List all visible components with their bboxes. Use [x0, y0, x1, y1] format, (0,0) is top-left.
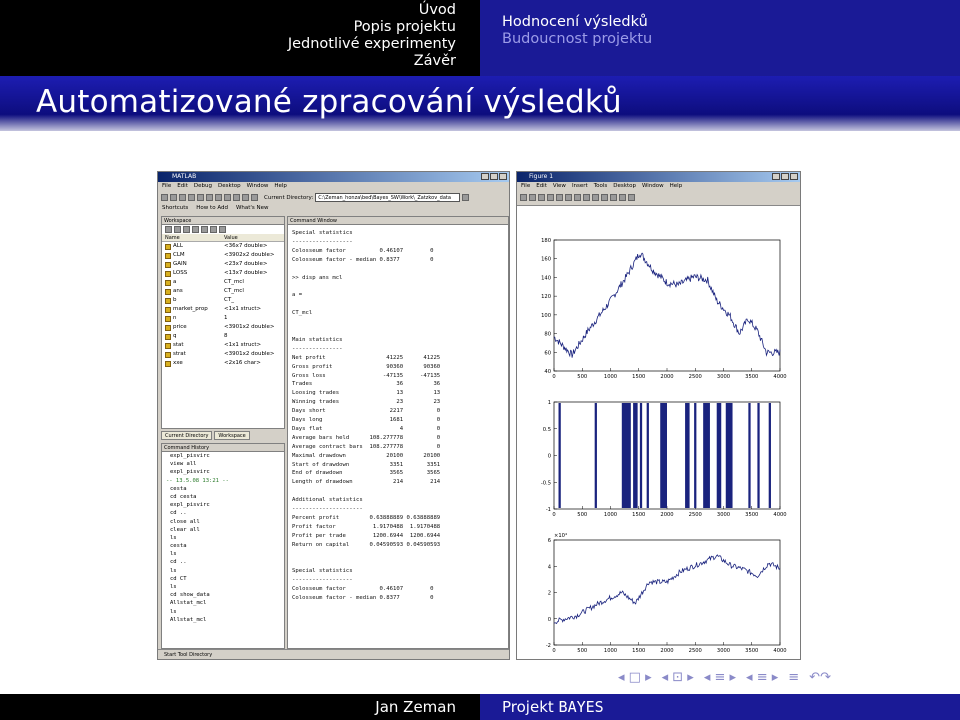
workspace-var-name	[162, 251, 224, 260]
workspace-var-value: <3901x2 double>	[224, 324, 275, 330]
cut-icon[interactable]	[179, 194, 186, 201]
nav-frame-prev-icon[interactable]: ◂ □ ▸	[618, 670, 652, 685]
beamer-navigation	[618, 670, 831, 685]
shortcuts-bar	[158, 204, 509, 213]
nav-section-popis-projektu[interactable]: Popis projektu	[353, 19, 456, 35]
help-icon[interactable]	[251, 194, 258, 201]
workspace-row[interactable]	[162, 359, 284, 368]
y-tick-label: -0.5	[540, 480, 551, 487]
workspace-var-name	[162, 260, 224, 269]
position-bar	[622, 403, 631, 508]
x-tick-label: 3500	[745, 512, 759, 518]
x-tick-label: 2500	[688, 512, 702, 518]
footer-project-name: BAYES	[558, 698, 604, 716]
workspace-var-value: <3901x2 double>	[224, 351, 275, 357]
variable-icon	[165, 307, 171, 313]
command-history-item[interactable]: cesta	[170, 543, 187, 550]
x-tick-label: 4000	[773, 512, 787, 518]
nav-section-uvod[interactable]: Úvod	[418, 2, 456, 18]
workspace-row[interactable]	[162, 260, 284, 269]
nav-section-icon[interactable]: ◂ ≡ ▸	[703, 670, 737, 685]
tab-workspace[interactable]: Workspace	[214, 431, 249, 440]
workspace-var-name	[162, 332, 224, 341]
workspace-var-name	[162, 314, 224, 323]
simulink-icon[interactable]	[224, 194, 231, 201]
workspace-row[interactable]	[162, 341, 284, 350]
col-name[interactable]: Name	[165, 235, 180, 241]
matlab-statusbar[interactable]: Start Tool Directory	[158, 649, 510, 659]
workspace-row[interactable]	[162, 269, 284, 278]
workspace-row[interactable]	[162, 287, 284, 296]
col-value[interactable]: Value	[224, 235, 238, 241]
close-icon[interactable]	[790, 173, 798, 180]
plot-icon[interactable]	[219, 226, 226, 233]
command-history-item[interactable]: cesta	[170, 485, 187, 492]
command-history-item[interactable]: expl_pisvirc	[170, 469, 210, 476]
how-to-add-link[interactable]: How to Add	[196, 205, 228, 211]
workspace-var-value: 8	[224, 333, 228, 339]
y-tick-label: 160	[541, 256, 551, 263]
save-workspace-icon[interactable]	[192, 226, 199, 233]
workspace-panel	[161, 216, 285, 429]
menu-help[interactable]: Help	[274, 183, 287, 189]
workspace-var-value: <1x1 struct>	[224, 342, 262, 348]
workspace-var-value: CT_	[224, 297, 234, 303]
position-bar	[633, 403, 638, 508]
x-tick-label: 2500	[688, 374, 702, 380]
workspace-var-value: CT_mcl	[224, 288, 244, 294]
y-tick-label: 180	[541, 238, 551, 244]
beamer-header	[0, 0, 960, 76]
command-history-list	[162, 452, 284, 624]
rotate-icon[interactable]	[592, 194, 599, 201]
position-bar	[769, 403, 771, 508]
brush-icon[interactable]	[610, 194, 617, 201]
figure-menu-edit[interactable]: Edit	[536, 183, 547, 189]
maximize-icon[interactable]	[781, 173, 789, 180]
workspace-var-name	[162, 278, 224, 287]
menu-edit[interactable]: Edit	[177, 183, 188, 189]
matlab-window-buttons	[481, 173, 507, 180]
delete-icon[interactable]	[210, 226, 217, 233]
open-icon[interactable]	[529, 194, 536, 201]
y-tick-label: -1	[545, 507, 551, 513]
workspace-row[interactable]	[162, 314, 284, 323]
legend-icon[interactable]	[628, 194, 635, 201]
variable-icon	[165, 343, 171, 349]
x-tick-label: 2000	[660, 512, 674, 518]
y-tick-label: 4	[547, 564, 551, 571]
position-bar	[717, 403, 722, 508]
footer-project-prefix: Projekt	[502, 698, 554, 716]
footer-project	[480, 694, 960, 720]
shortcuts-label[interactable]: Shortcuts	[162, 205, 189, 211]
y-tick-label: 40	[544, 369, 551, 375]
figure-titlebar	[517, 172, 800, 182]
print-icon[interactable]	[201, 226, 208, 233]
workspace-var-name	[162, 287, 224, 296]
figure-menu-desktop[interactable]: Desktop	[613, 183, 636, 189]
command-history-item[interactable]: cd ..	[170, 510, 187, 517]
figure-menu-insert[interactable]: Insert	[571, 183, 588, 189]
command-history-item[interactable]: cd CT	[170, 575, 187, 582]
header-sections-right	[480, 0, 960, 76]
redo-icon[interactable]	[215, 194, 222, 201]
print-icon[interactable]	[547, 194, 554, 201]
workspace-var-name	[162, 323, 224, 332]
position-bar	[694, 403, 696, 508]
x-tick-label: 3000	[716, 374, 731, 380]
figure-window-buttons	[772, 173, 798, 180]
position-bar	[726, 403, 733, 508]
y-tick-label: 1	[547, 400, 551, 406]
import-data-icon[interactable]	[183, 226, 190, 233]
workspace-rows	[162, 242, 284, 368]
variable-icon	[165, 244, 171, 250]
workspace-var-name	[162, 269, 224, 278]
command-history-item[interactable]: expl_pisvirc	[170, 453, 210, 459]
y-exponent-label: ×10⁴	[554, 533, 568, 539]
command-history-item[interactable]: view all	[170, 461, 197, 468]
workspace-header	[162, 234, 284, 242]
x-tick-label: 0	[552, 512, 556, 518]
y-tick-label: 0	[547, 453, 551, 460]
guide-icon[interactable]	[233, 194, 240, 201]
y-tick-label: 0	[547, 616, 551, 623]
command-history-item[interactable]: ls	[170, 567, 177, 574]
variable-icon	[165, 262, 171, 268]
workspace-var-value: <13x7 double>	[224, 270, 268, 276]
frame-title: Automatizované zpracování výsledků	[36, 84, 622, 120]
zoom-in-icon[interactable]	[565, 194, 572, 201]
workspace-var-value: <3902x2 double>	[224, 252, 275, 258]
profiler-icon[interactable]	[242, 194, 249, 201]
variable-icon	[165, 334, 171, 340]
arrow-icon[interactable]	[556, 194, 563, 201]
y-tick-label: -2	[545, 643, 551, 649]
x-tick-label: 0	[552, 374, 556, 380]
workspace-var-label: market_prop	[173, 306, 208, 312]
y-tick-label: 60	[544, 350, 551, 357]
nav-section-budoucnost-projektu[interactable]: Budoucnost projektu	[502, 31, 653, 47]
x-tick-label: 3000	[716, 648, 731, 654]
command-history-item[interactable]: cd cesta	[170, 493, 197, 500]
command-history-item[interactable]: cd ..	[170, 559, 187, 566]
workspace-var-label: GAIN	[173, 261, 187, 267]
menu-debug[interactable]: Debug	[193, 183, 212, 189]
x-tick-label: 1500	[632, 648, 646, 654]
workspace-var-label: price	[173, 324, 187, 330]
workspace-var-label: CLM	[173, 252, 185, 258]
workspace-title: Workspace	[162, 217, 284, 225]
command-history-item[interactable]: ls	[170, 584, 177, 590]
workspace-row[interactable]	[162, 332, 284, 341]
command-history-panel	[161, 443, 285, 649]
menu-desktop[interactable]: Desktop	[217, 183, 241, 189]
variable-icon	[165, 316, 171, 322]
command-history-item[interactable]: close all	[170, 518, 200, 525]
undo-icon[interactable]	[206, 194, 213, 201]
menu-file[interactable]: File	[162, 183, 172, 189]
whats-new-link[interactable]: What's New	[235, 205, 269, 211]
variable-icon	[165, 253, 171, 259]
figure-toolbar	[517, 191, 800, 204]
variable-icon	[165, 361, 171, 367]
position-bar	[640, 403, 642, 508]
nav-section-hodnoceni-vysledku[interactable]: Hodnocení výsledků	[502, 14, 648, 30]
workspace-var-label: ans	[173, 288, 183, 294]
figure-menubar	[517, 182, 800, 191]
workspace-var-value: 1	[224, 315, 228, 321]
workspace-var-label: n	[173, 315, 177, 321]
matlab-toolbar	[158, 191, 509, 204]
y-tick-label: 6	[547, 538, 551, 544]
variable-icon	[165, 298, 171, 304]
workspace-row[interactable]	[162, 350, 284, 359]
save-icon[interactable]	[538, 194, 545, 201]
browse-folder-icon[interactable]	[462, 194, 469, 201]
workspace-toolbar	[162, 225, 284, 234]
workspace-var-name	[162, 296, 224, 305]
pan-icon[interactable]	[583, 194, 590, 201]
position-bar	[559, 403, 561, 508]
nav-section-zaver[interactable]: Závěr	[413, 53, 456, 69]
header-sections-left	[0, 0, 480, 76]
y-tick-label: 100	[541, 312, 551, 319]
minimize-icon[interactable]	[481, 173, 489, 180]
zoom-out-icon[interactable]	[574, 194, 581, 201]
x-tick-label: 500	[577, 512, 588, 518]
workspace-var-label: strat	[173, 351, 186, 357]
variable-icon	[165, 289, 171, 295]
variable-icon	[165, 325, 171, 331]
nav-toc-icon[interactable]: ≡	[788, 670, 800, 685]
workspace-tabs	[161, 431, 285, 440]
x-tick-label: 2000	[660, 648, 674, 654]
command-history-item[interactable]: clear all	[170, 526, 200, 533]
workspace-var-name	[162, 242, 224, 251]
command-window[interactable]	[287, 216, 509, 649]
axes-box-price	[554, 240, 780, 371]
nav-subsection2-icon[interactable]: ◂ ≡ ▸	[746, 670, 779, 685]
workspace-var-label: b	[173, 297, 177, 303]
x-tick-label: 3500	[745, 374, 759, 380]
figure-menu-tools[interactable]: Tools	[593, 183, 608, 189]
new-variable-icon[interactable]	[165, 226, 172, 233]
position-bar	[685, 403, 690, 508]
position-bar	[703, 403, 710, 508]
current-directory-input[interactable]: C:\Zeman_honza\bed\Bayes_SW\Work\_Zatzkov_data	[315, 193, 460, 202]
open-variable-icon[interactable]	[174, 226, 181, 233]
workspace-var-value: <36x7 double>	[224, 243, 268, 249]
x-tick-label: 1500	[632, 374, 646, 380]
matlab-title: MATLAB	[172, 173, 197, 180]
workspace-var-name	[162, 305, 224, 314]
command-history-title: Command History	[162, 444, 284, 452]
command-history-item[interactable]: expl_pisvirc	[170, 502, 210, 509]
figure-title: Figure 1	[529, 173, 554, 180]
command-history-item[interactable]: Allstat_mcl	[170, 600, 207, 607]
x-tick-label: 4000	[773, 374, 787, 380]
matlab-titlebar	[158, 172, 509, 182]
command-history-item[interactable]: ls	[170, 534, 177, 541]
x-tick-label: 2000	[660, 374, 674, 380]
new-figure-icon[interactable]	[520, 194, 527, 201]
command-window-output: Special statistics ------------------ Colosseum factor 0.46107 0 Colosseum factor - median 0.8377 0 >> disp ans mcl a = CT_mcl Main statistics --------------- Net profit 41225 41225 Gross profit 90360 90360 Gross loss -47135 -47135 Trades 36 36 Loosing trades 13 13 Winning trades 23 23 Days short 2217 0 Days long 1681 0 Days flat 4 0 Average bars held 108.277778 0 Average contract bars 108.277778 0 Maximal drawdown 20100 20100 Start of drawdown 3351 3351 End of drawdown 3565 3565 Length of drawdown 214 214 Additional statistics --------------------- Percent profit 0.63888889 0.63888889 Profit factor 1.9170488 1.9170488 Profit per trade 1200.6944 1200.6944 Return on capital 0.04590593 0.04590593 Special statistics ------------------ Colosseum factor 0.46107 0 Colosseum factor - median 0.8377 0	[292, 230, 441, 602]
figure-menu-view[interactable]: View	[552, 183, 566, 189]
workspace-var-value: <23x7 double>	[224, 261, 268, 267]
position-bar	[757, 403, 759, 508]
position-bar	[748, 403, 750, 508]
workspace-row[interactable]	[162, 296, 284, 305]
x-tick-label: 1000	[603, 512, 618, 518]
close-icon[interactable]	[499, 173, 507, 180]
command-history-item[interactable]: -- 13.5.08 13:21 --	[166, 477, 229, 484]
workspace-var-label: stat	[173, 342, 184, 348]
tab-current-directory[interactable]: Current Directory	[161, 431, 212, 440]
workspace-var-label: ALL	[173, 243, 183, 249]
command-history-item[interactable]: Allstat_mcl	[170, 616, 207, 623]
figure-menu-help[interactable]: Help	[669, 183, 683, 189]
workspace-var-label: a	[173, 279, 177, 285]
variable-icon	[165, 352, 171, 358]
workspace-var-label: xxe	[173, 360, 183, 366]
workspace-var-label: q	[173, 333, 177, 339]
x-tick-label: 500	[577, 374, 588, 380]
y-tick-label: 2	[547, 590, 551, 597]
axes-box-equity	[554, 540, 780, 645]
matlab-menubar	[158, 182, 509, 191]
x-tick-label: 1000	[603, 648, 618, 654]
nav-search-icon[interactable]: ↶↷	[809, 670, 831, 685]
workspace-var-value: <1x1 struct>	[224, 306, 262, 312]
workspace-var-value: <2x16 char>	[224, 360, 261, 366]
position-bar	[660, 403, 667, 508]
workspace-row[interactable]	[162, 251, 284, 260]
workspace-var-name	[162, 341, 224, 350]
current-directory-label: Current Directory:	[264, 194, 314, 201]
x-tick-label: 1500	[632, 512, 646, 518]
x-tick-label: 1000	[603, 374, 618, 380]
nav-subsection-icon[interactable]: ◂ ⊡ ▸	[661, 670, 694, 685]
workspace-var-label: LOSS	[173, 270, 188, 276]
footer-author: Jan Zeman	[0, 694, 480, 720]
command-history-item[interactable]: ls	[170, 608, 177, 615]
open-file-icon[interactable]	[170, 194, 177, 201]
matlab-window	[157, 171, 510, 660]
figure-menu-window[interactable]: Window	[641, 183, 664, 189]
workspace-row[interactable]	[162, 242, 284, 251]
workspace-var-name	[162, 350, 224, 359]
minimize-icon[interactable]	[772, 173, 780, 180]
workspace-var-value: CT_mcl	[224, 279, 244, 285]
data-cursor-icon[interactable]	[601, 194, 608, 201]
maximize-icon[interactable]	[490, 173, 498, 180]
position-bar	[647, 403, 649, 508]
y-tick-label: 80	[544, 331, 551, 338]
command-history-item[interactable]: ls	[170, 551, 177, 558]
variable-icon	[165, 280, 171, 286]
nav-section-jednotlive-experimenty[interactable]: Jednotlivé experimenty	[287, 36, 456, 52]
figure-canvas	[517, 205, 801, 660]
workspace-row[interactable]	[162, 305, 284, 314]
workspace-row[interactable]	[162, 278, 284, 287]
workspace-var-name	[162, 359, 224, 368]
workspace-row[interactable]	[162, 323, 284, 332]
x-tick-label: 0	[552, 648, 556, 654]
variable-icon	[165, 271, 171, 277]
x-tick-label: 4000	[773, 648, 787, 654]
figure-window	[516, 171, 801, 660]
y-tick-label: 120	[541, 294, 551, 301]
command-window-title: Command Window	[288, 217, 508, 225]
y-tick-label: 0.5	[542, 426, 551, 433]
x-tick-label: 3000	[716, 512, 731, 518]
new-file-icon[interactable]	[161, 194, 168, 201]
colorbar-icon[interactable]	[619, 194, 626, 201]
command-history-item[interactable]: cd show_data	[170, 592, 210, 599]
menu-window[interactable]: Window	[246, 183, 269, 189]
beamer-footer	[0, 694, 960, 720]
x-tick-label: 500	[577, 648, 588, 654]
copy-icon[interactable]	[188, 194, 195, 201]
y-tick-label: 140	[541, 275, 551, 282]
x-tick-label: 2500	[688, 648, 702, 654]
figure-menu-file[interactable]: File	[521, 183, 531, 189]
position-bar	[595, 403, 597, 508]
x-tick-label: 3500	[745, 648, 759, 654]
paste-icon[interactable]	[197, 194, 204, 201]
